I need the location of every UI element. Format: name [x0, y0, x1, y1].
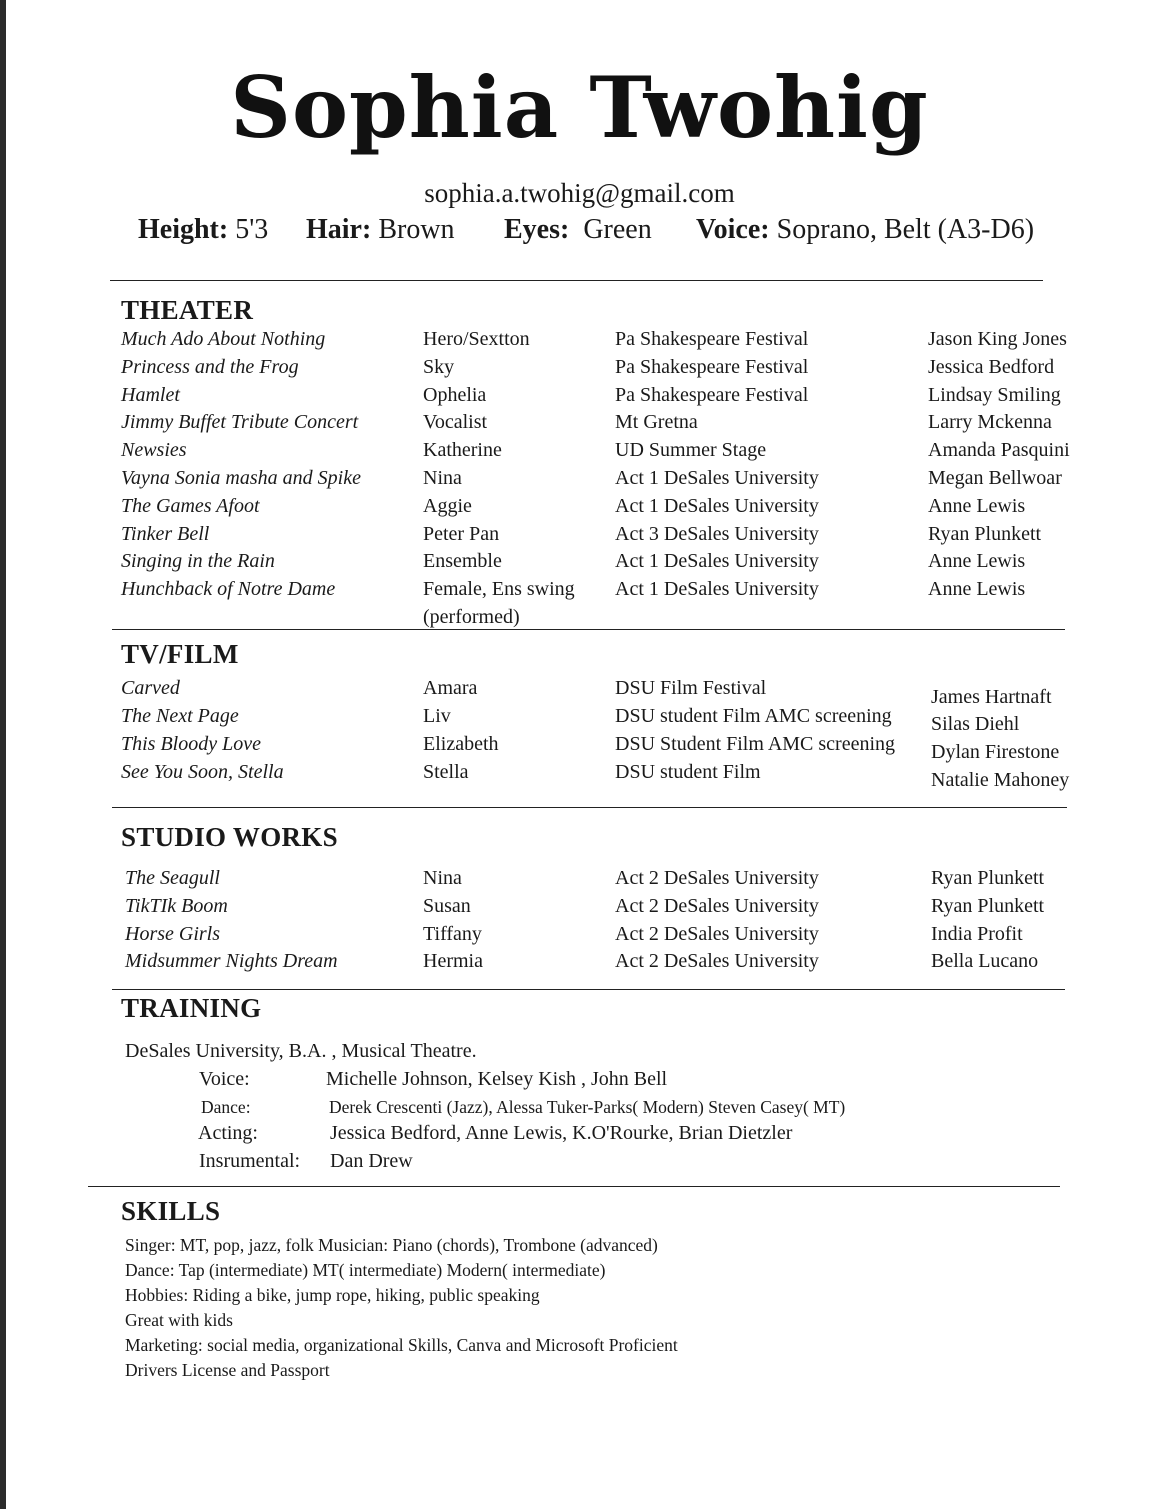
tvfilm-cell: DSU Film Festival: [615, 677, 767, 699]
studio-cell: Act 2 DeSales University: [615, 923, 819, 945]
training-label-dance: Dance:: [201, 1097, 251, 1117]
studio-cell: Act 2 DeSales University: [615, 895, 819, 917]
tvfilm-cell: DSU student Film AMC screening: [615, 705, 892, 727]
tvfilm-cell: See You Soon, Stella: [121, 761, 284, 783]
divider: [112, 989, 1065, 990]
theater-cell: Princess and the Frog: [121, 356, 299, 378]
theater-cell: Peter Pan: [423, 523, 500, 545]
training-value-instrumental: Dan Drew: [330, 1150, 413, 1172]
training-label-voice: Voice:: [199, 1068, 250, 1090]
studio-cell: Nina: [423, 867, 462, 889]
theater-cell: Act 1 DeSales University: [615, 495, 819, 517]
theater-cell: Jimmy Buffet Tribute Concert: [121, 411, 359, 433]
skills-line: Hobbies: Riding a bike, jump rope, hiking, public speaking: [125, 1285, 540, 1305]
theater-cell: Hunchback of Notre Dame: [121, 578, 336, 600]
theater-cell: Amanda Pasquini: [928, 439, 1070, 461]
studio-cell: Act 2 DeSales University: [615, 950, 819, 972]
training-school: DeSales University, B.A. , Musical Theatre.: [125, 1040, 477, 1062]
tvfilm-cell: Amara: [423, 677, 478, 699]
theater-cell: Pa Shakespeare Festival: [615, 328, 809, 350]
theater-cell: Act 1 DeSales University: [615, 578, 819, 600]
theater-cell: Nina: [423, 467, 462, 489]
theater-cell: Much Ado About Nothing: [121, 328, 326, 350]
studio-cell: Hermia: [423, 950, 483, 972]
theater-cell: Pa Shakespeare Festival: [615, 356, 809, 378]
tvfilm-cell: DSU Student Film AMC screening: [615, 733, 896, 755]
resume-name: Sophia Twohig: [230, 58, 929, 157]
theater-cell: Newsies: [121, 439, 187, 461]
theater-cell: Jason King Jones: [928, 328, 1067, 350]
theater-cell: Act 1 DeSales University: [615, 550, 819, 572]
stat-eyes: Eyes: Green: [504, 214, 652, 245]
studio-cell: Midsummer Nights Dream: [125, 950, 338, 972]
studio-cell: Ryan Plunkett: [931, 895, 1045, 917]
theater-cell: The Games Afoot: [121, 495, 260, 517]
theater-cell: Lindsay Smiling: [928, 384, 1061, 406]
theater-cell: Vocalist: [423, 411, 488, 433]
studio-heading: STUDIO WORKS: [121, 822, 338, 852]
tvfilm-cell: Elizabeth: [423, 733, 499, 755]
skills-line: Singer: MT, pop, jazz, folk Musician: Piano (chords), Trombone (advanced): [125, 1235, 658, 1255]
theater-heading: THEATER: [121, 295, 254, 325]
email-address[interactable]: sophia.a.twohig@gmail.com: [424, 178, 735, 208]
theater-cell: Female, Ens swing: [423, 578, 575, 600]
theater-cell: Ophelia: [423, 384, 487, 406]
theater-cell: Hamlet: [121, 384, 180, 406]
training-value-dance: Derek Crescenti (Jazz), Alessa Tuker-Parks( Modern) Steven Casey( MT): [329, 1097, 846, 1117]
divider: [112, 807, 1067, 808]
skills-line: Drivers License and Passport: [125, 1360, 330, 1380]
studio-cell: Ryan Plunkett: [931, 867, 1045, 889]
theater-cell: Hero/Sextton: [423, 328, 530, 350]
tvfilm-cell: This Bloody Love: [121, 733, 261, 755]
theater-cell: Vayna Sonia masha and Spike: [121, 467, 361, 489]
theater-cell: Jessica Bedford: [928, 356, 1055, 378]
divider: [112, 629, 1065, 630]
theater-cell: Megan Bellwoar: [928, 467, 1062, 489]
skills-line: Great with kids: [125, 1310, 233, 1330]
divider: [110, 280, 1043, 281]
studio-cell: Tiffany: [423, 923, 482, 945]
theater-cell: Sky: [423, 356, 455, 378]
theater-cell: Singing in the Rain: [121, 550, 275, 572]
stat-voice: Voice: Soprano, Belt (A3-D6): [696, 214, 1035, 245]
studio-cell: Bella Lucano: [931, 950, 1039, 972]
skills-line: Marketing: social media, organizational Skills, Canva and Microsoft Proficient: [125, 1335, 678, 1355]
studio-cell: Act 2 DeSales University: [615, 867, 819, 889]
studio-cell: Horse Girls: [125, 923, 221, 945]
training-label-acting: Acting:: [198, 1122, 258, 1144]
theater-cell: Act 1 DeSales University: [615, 467, 819, 489]
training-heading: TRAINING: [121, 993, 262, 1023]
training-value-acting: Jessica Bedford, Anne Lewis, K.O'Rourke, Brian Dietzler: [330, 1122, 793, 1144]
theater-cell: Aggie: [423, 495, 472, 517]
studio-cell: TikTIk Boom: [125, 895, 228, 917]
skills-heading: SKILLS: [121, 1196, 221, 1226]
stat-height: Height: 5'3: [138, 214, 269, 245]
studio-cell: India Profit: [931, 923, 1023, 945]
tvfilm-cell: Carved: [121, 677, 180, 699]
tvfilm-cell: DSU student Film: [615, 761, 761, 783]
theater-cell: Katherine: [423, 439, 502, 461]
tvfilm-cell: The Next Page: [121, 705, 239, 727]
training-label-instrumental: Insrumental:: [199, 1150, 301, 1172]
tvfilm-heading: TV/FILM: [121, 639, 239, 669]
theater-cell: Anne Lewis: [928, 495, 1026, 517]
page-edge-bar: [0, 0, 6, 1509]
tvfilm-cell: Stella: [423, 761, 469, 783]
studio-cell: The Seagull: [125, 867, 220, 889]
theater-cell: Act 3 DeSales University: [615, 523, 819, 545]
skills-line: Dance: Tap (intermediate) MT( intermediate) Modern( intermediate): [125, 1260, 606, 1280]
theater-cell: Tinker Bell: [121, 523, 210, 545]
theater-cell: Pa Shakespeare Festival: [615, 384, 809, 406]
training-value-voice: Michelle Johnson, Kelsey Kish , John Bell: [326, 1068, 668, 1090]
theater-cell: Ensemble: [423, 550, 502, 572]
theater-cell: Ryan Plunkett: [928, 523, 1042, 545]
theater-cell: Anne Lewis: [928, 578, 1026, 600]
theater-cell: Mt Gretna: [615, 411, 698, 433]
stat-hair: Hair: Brown: [306, 214, 455, 245]
studio-cell: Susan: [423, 895, 471, 917]
theater-cell: UD Summer Stage: [615, 439, 767, 461]
tvfilm-cell: Liv: [423, 705, 451, 727]
theater-cell: Larry Mckenna: [928, 411, 1052, 433]
theater-cell: Anne Lewis: [928, 550, 1026, 572]
divider: [88, 1186, 1060, 1187]
